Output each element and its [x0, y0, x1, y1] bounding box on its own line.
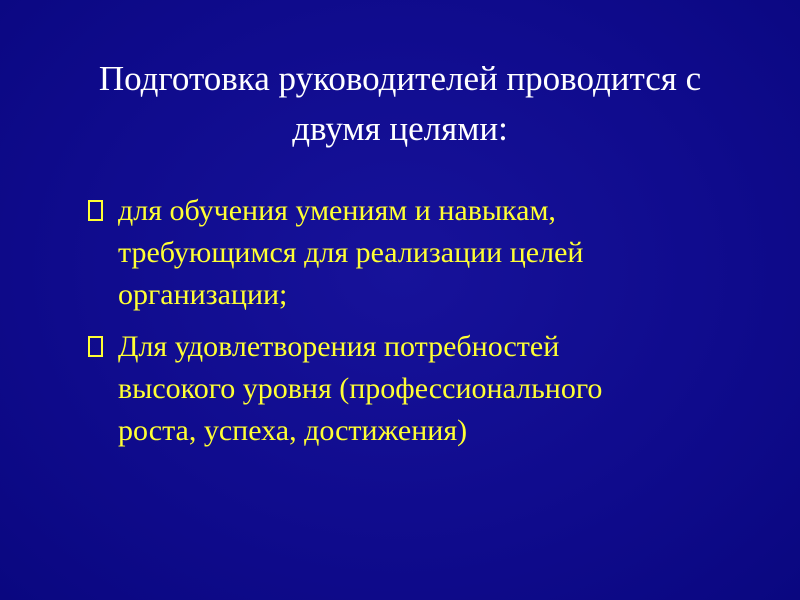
- bullet-text-line: организации;: [118, 278, 288, 311]
- bullet-item: [88, 190, 778, 316]
- bullet-item: [88, 326, 778, 452]
- slide-title: [20, 54, 780, 154]
- bullet-list: [88, 190, 778, 462]
- bullet-text-line: требующимся для реализации целей: [118, 236, 584, 269]
- bullet-text-line: Для удовлетворения потребностей: [118, 330, 560, 363]
- bullet-text-line: высокого уровня (профессионального: [118, 372, 603, 405]
- slide-title-line: Подготовка руководителей проводится с: [98, 59, 702, 98]
- square-bullet-icon: [88, 336, 103, 357]
- square-bullet-icon: [88, 200, 103, 221]
- bullet-text-line: роста, успеха, достижения): [118, 414, 468, 447]
- slide-title-line: двумя целями:: [292, 109, 508, 148]
- bullet-text-line: для обучения умениям и навыкам,: [118, 194, 556, 227]
